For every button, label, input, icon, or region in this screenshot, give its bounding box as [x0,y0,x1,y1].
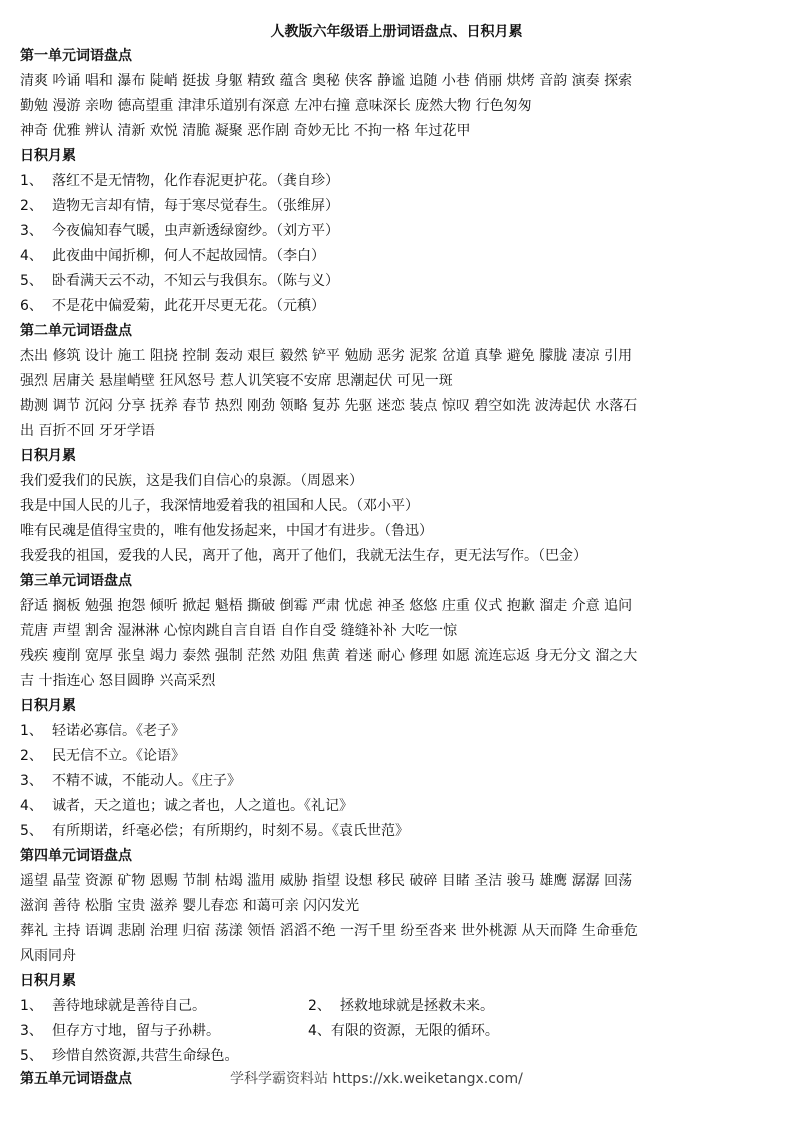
unit3-vocab-line: 荒唐 声望 割舍 湿淋淋 心惊肉跳自言自语 自作自受 缝缝补补 大吃一惊 [20,623,458,639]
unit2-accum-item: 我爱我的祖国，爱我的人民，离开了他，离开了他们，我就无法生存，更无法写作。（巴金） [20,548,587,564]
item-text: 卧看满天云不动，不知云与我俱东。（陈与义） [52,273,339,289]
item-number: 6、 [20,298,43,314]
item-number: 3、 [20,223,43,239]
unit3-accum-item [20,769,780,794]
item-number: 4、 [20,248,43,264]
unit2-accum-item: 唯有民魂是值得宝贵的，唯有他发扬起来，中国才有进步。（鲁迅） [20,523,433,539]
item-number: 5、 [20,1048,43,1064]
unit4-accum-item [20,1044,780,1069]
unit4-accum-row [20,1019,780,1044]
item-text: 今夜偏知春气暖，虫声新透绿窗纱。（刘方平） [52,223,339,239]
unit4-vocab-line: 滋润 善待 松脂 宝贵 滋养 婴儿春恋 和蔼可亲 闪闪发光 [20,898,360,914]
item-number: 3、 [20,1023,43,1039]
item-text: 珍惜自然资源,共营生命绿色。 [52,1048,239,1064]
item-number: 1、 [20,173,43,189]
item-number: 1、 [20,998,43,1014]
unit1-vocab-line: 清爽 吟诵 唱和 瀑布 陡峭 挺拔 身躯 精致 蕴含 奥秘 侠客 静谧 追随 小巷 俏丽 烘烤 音韵 演奏 探索 [20,73,633,89]
unit3-vocab-line: 吉 十指连心 怒目圆睁 兴高采烈 [20,673,216,689]
item-text: 民无信不立。《论语》 [52,748,185,764]
unit4-vocab-line: 风雨同舟 [20,948,76,964]
unit3-accum-item [20,819,780,844]
unit4-vocab-line: 遥望 晶莹 资源 矿物 恩赐 节制 枯竭 滥用 威胁 指望 设想 移民 破碎 目睹 圣洁 骏马 雄鹰 潺潺 回荡 [20,873,633,889]
accum-cell [20,1019,308,1044]
unit1-accum-heading: 日积月累 [20,148,76,164]
item-text: 此夜曲中闻折柳，何人不起故园情。（李白） [52,248,325,264]
unit3-accum-item [20,744,780,769]
page-title: 人教版六年级语上册词语盘点、日积月累 [270,24,523,40]
unit1-accum-item [20,169,780,194]
unit1-accum-item [20,269,780,294]
unit1-accum-item [20,244,780,269]
accum-cell [20,994,308,1019]
item-number: 2、 [20,198,43,214]
item-text: 拯救地球就是拯救未来。 [340,998,494,1014]
unit3-vocab-line: 舒适 搁板 勉强 抱怨 倾听 掀起 魁梧 撕破 倒霉 严肃 忧虑 神圣 悠悠 庄重 仪式 抱歉 溜走 介意 追问 [20,598,633,614]
item-text: 有所期诺，纤毫必偿；有所期约，时刻不易。《袁氏世范》 [52,823,409,839]
unit1-vocab-line: 勤勉 漫游 亲吻 德高望重 津津乐道别有深意 左冲右撞 意味深长 庞然大物 行色匆匆 [20,98,532,114]
unit2-vocab-line: 强烈 居庸关 悬崖峭壁 狂风怒号 惹人讥笑寝不安席 思潮起伏 可见一斑 [20,373,453,389]
unit2-vocab-line: 出 百折不回 牙牙学语 [20,423,155,439]
item-number: 4、 [20,798,43,814]
document-body [20,44,780,1069]
unit3-accum-item [20,719,780,744]
source-watermark: 学科学霸资料站 https://xk.weiketangx.com/ [230,1071,523,1087]
item-text: 轻诺必寡信。《老子》 [52,723,185,739]
unit4-heading: 第四单元词语盘点 [20,848,132,864]
unit1-accum-item [20,219,780,244]
unit2-accum-item: 我是中国人民的儿子，我深情地爱着我的祖国和人民。（邓小平） [20,498,419,514]
unit2-accum-heading: 日积月累 [20,448,76,464]
unit4-accum-heading: 日积月累 [20,973,76,989]
unit3-vocab-line: 残疾 瘦削 宽厚 张皇 竭力 泰然 强制 茫然 劝阻 焦黄 着迷 耐心 修理 如愿 流连忘返 身无分文 溜之大 [20,648,638,664]
item-text: 不精不诚，不能动人。《庄子》 [52,773,241,789]
item-text: 但存方寸地，留与子孙耕。 [52,1023,220,1039]
page-footer [20,1067,780,1092]
item-text: 不是花中偏爱菊，此花开尽更无花。（元稹） [52,298,325,314]
unit5-heading: 第五单元词语盘点 [20,1071,132,1087]
unit4-accum-row [20,994,780,1019]
unit1-accum-item [20,294,780,319]
unit3-accum-heading: 日积月累 [20,698,76,714]
unit3-heading: 第三单元词语盘点 [20,573,132,589]
item-number: 5、 [20,273,43,289]
item-text: 善待地球就是善待自己。 [52,998,206,1014]
unit2-heading: 第二单元词语盘点 [20,323,132,339]
unit1-vocab-line: 神奇 优雅 辨认 清新 欢悦 清脆 凝聚 恶作剧 奇妙无比 不拘一格 年过花甲 [20,123,471,139]
unit2-vocab-line: 杰出 修筑 设计 施工 阻挠 控制 轰动 艰巨 毅然 铲平 勉励 恶劣 泥浆 岔道 真挚 避免 朦胧 凄凉 引用 [20,348,633,364]
item-number: 2、 [308,998,331,1014]
item-number: 1、 [20,723,43,739]
unit3-accum-item [20,794,780,819]
item-text: 落红不是无情物，化作春泥更护花。（龚自珍） [52,173,339,189]
item-text: 4、有限的资源，无限的循环。 [308,1023,499,1039]
unit1-accum-item [20,194,780,219]
item-number: 3、 [20,773,43,789]
unit4-vocab-line: 葬礼 主持 语调 悲剧 治理 归宿 荡漾 领悟 滔滔不绝 一泻千里 纷至沓来 世外桃源 从天而降 生命垂危 [20,923,638,939]
item-text: 造物无言却有情，每于寒尽觉春生。（张维屏） [52,198,339,214]
unit1-heading: 第一单元词语盘点 [20,48,132,64]
item-text: 诚者，天之道也；诚之者也，人之道也。《礼记》 [52,798,353,814]
item-number: 5、 [20,823,43,839]
unit2-accum-item: 我们爱我们的民族，这是我们自信心的泉源。（周恩来） [20,473,363,489]
unit2-vocab-line: 勘测 调节 沉闷 分享 抚养 春节 热烈 刚劲 领略 复苏 先驱 迷恋 装点 惊叹 碧空如洗 波涛起伏 水落石 [20,398,638,414]
item-number: 2、 [20,748,43,764]
